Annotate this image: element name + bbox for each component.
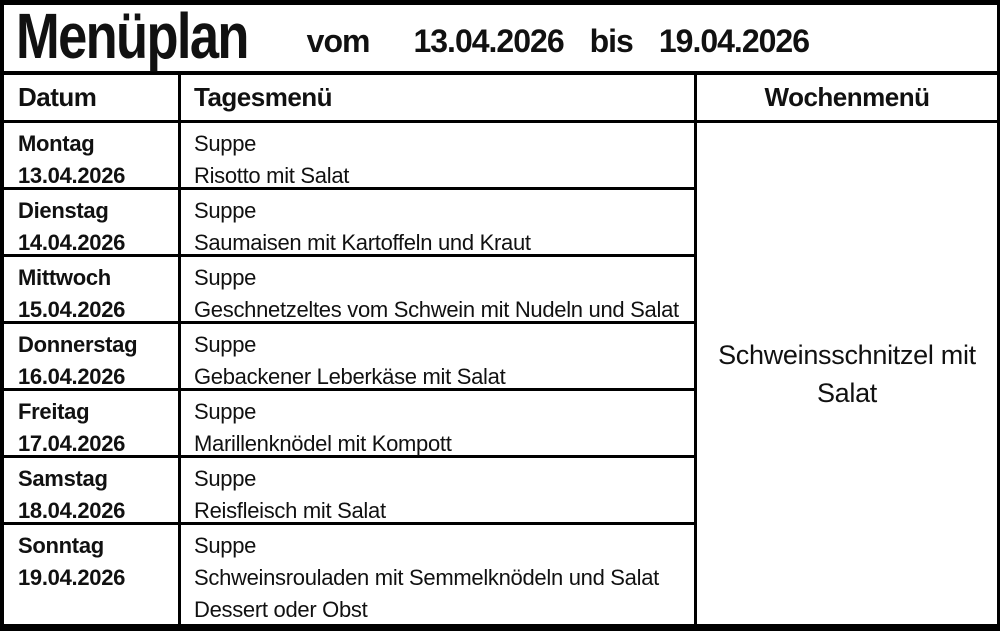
column-header-datum: Datum [4, 75, 181, 120]
day-rows [4, 123, 694, 624]
menu-item: Risotto mit Salat [194, 163, 350, 188]
day-name: Dienstag [18, 198, 109, 223]
day-date: 19.04.2026 [18, 565, 126, 590]
menu-cell [181, 458, 694, 522]
day-date: 18.04.2026 [18, 498, 126, 523]
day-cell [4, 123, 181, 187]
menu-item: Geschnetzeltes vom Schwein mit Nudeln und Salat [194, 297, 679, 322]
menu-item: Suppe [194, 399, 257, 424]
table-row [4, 458, 694, 525]
menu-item: Reisfleisch mit Salat [194, 498, 386, 523]
table-row [4, 190, 694, 257]
day-cell [4, 324, 181, 388]
day-date: 13.04.2026 [18, 163, 126, 188]
day-date: 17.04.2026 [18, 431, 126, 456]
page-title: Menüplan [16, 0, 248, 72]
day-name: Sonntag [18, 533, 104, 558]
table-row [4, 391, 694, 458]
menu-item: Saumaisen mit Kartoffeln und Kraut [194, 230, 531, 255]
menu-item: Dessert oder Obst [194, 597, 368, 622]
date-range [307, 23, 809, 60]
menu-item: Suppe [194, 466, 257, 491]
day-cell [4, 391, 181, 455]
day-name: Mittwoch [18, 265, 111, 290]
table-row [4, 324, 694, 391]
date-range-start-date: 13.04.2026 [413, 22, 564, 59]
menu-item: Suppe [194, 265, 257, 290]
day-cell [4, 257, 181, 321]
menu-item: Suppe [194, 533, 257, 558]
day-cell [4, 525, 181, 626]
menu-cell [181, 525, 694, 626]
menu-item: Schweinsrouladen mit Semmelknödeln und Salat [194, 565, 659, 590]
column-header-tagesmenu: Tagesmenü [194, 82, 333, 112]
daily-menu-section [4, 75, 694, 624]
document-header [4, 0, 997, 75]
table-row [4, 525, 694, 626]
menu-cell [181, 324, 694, 388]
table-row [4, 123, 694, 190]
day-date: 15.04.2026 [18, 297, 126, 322]
menu-item: Gebackener Leberkäse mit Salat [194, 364, 506, 389]
day-date: 14.04.2026 [18, 230, 126, 255]
date-range-vom-label: vom [306, 22, 370, 59]
menu-cell [181, 123, 694, 187]
menu-cell [181, 391, 694, 455]
menu-cell [181, 257, 694, 321]
day-cell [4, 458, 181, 522]
menu-item: Suppe [194, 198, 257, 223]
weekly-menu-cell [697, 123, 997, 624]
column-header-wochenmenu: Wochenmenü [697, 75, 997, 123]
menu-table [4, 75, 997, 624]
table-header-row [4, 75, 694, 123]
table-row [4, 257, 694, 324]
menu-item: Marillenknödel mit Kompott [194, 431, 452, 456]
weekly-menu-text: Schweinsschnitzel mit Salat [718, 339, 976, 408]
menu-item: Suppe [194, 332, 257, 357]
day-cell [4, 190, 181, 254]
day-name: Donnerstag [18, 332, 138, 357]
date-range-end-date: 19.04.2026 [658, 22, 809, 59]
day-date: 16.04.2026 [18, 364, 126, 389]
menu-item: Suppe [194, 131, 257, 156]
date-range-bis-label: bis [589, 22, 633, 59]
day-name: Samstag [18, 466, 108, 491]
day-name: Montag [18, 131, 95, 156]
day-name: Freitag [18, 399, 90, 424]
menu-cell [181, 190, 694, 254]
weekly-menu-section [694, 75, 997, 624]
